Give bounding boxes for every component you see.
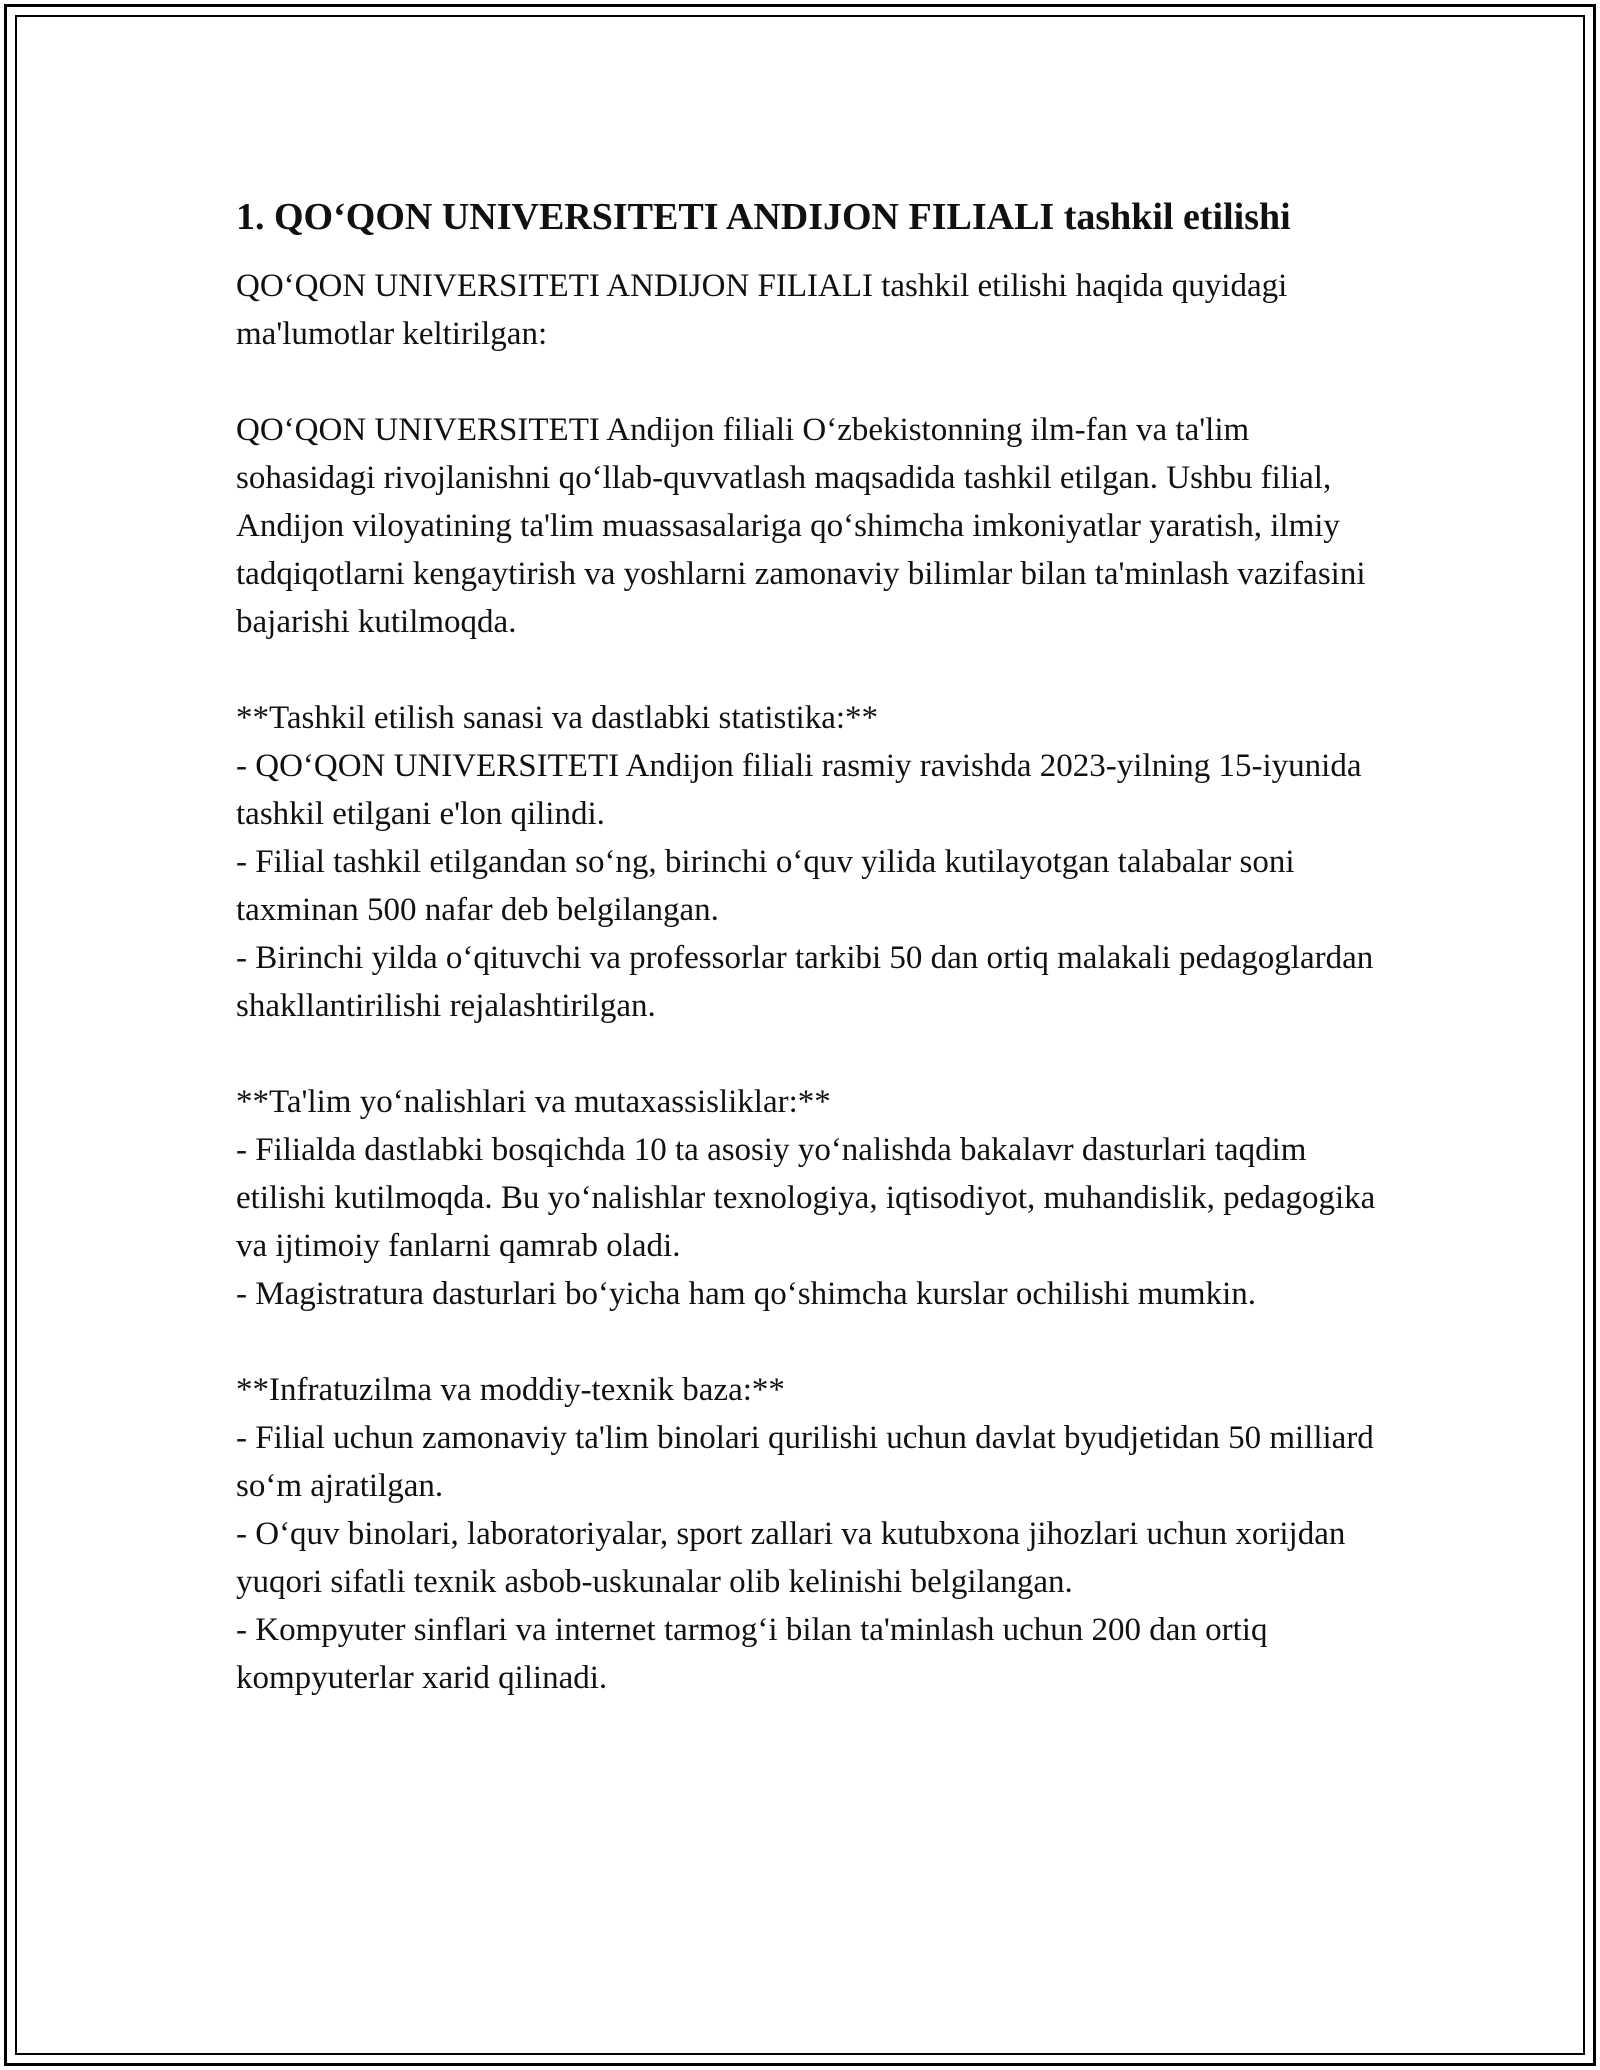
section-establishment bbox=[236, 694, 1376, 1030]
document-body bbox=[236, 262, 1376, 1702]
list-item: - Filial uchun zamonaviy ta'lim binolari qurilishi uchun davlat byudjetidan 50 milliard so‘m ajratilgan. bbox=[236, 1420, 1374, 1504]
overview-paragraph: QO‘QON UNIVERSITETI Andijon filiali O‘zbekistonning ilm-fan va ta'lim sohasidagi rivojlanishni qo‘llab-quvvatlash maqsadida tashkil etilgan. Ushbu filial, Andijon viloyatining ta'lim muassasalariga qo‘shimcha imkoniyatlar yaratish, ilmiy tadqiqotlarni kengaytirish va yoshlarni zamonaviy bilimlar bilan ta'minlash vazifasini bajarishi kutilmoqda. bbox=[236, 412, 1366, 640]
section-heading: **Ta'lim yo‘nalishlari va mutaxassisliklar:** bbox=[236, 1084, 831, 1120]
section-heading: **Tashkil etilish sanasi va dastlabki statistika:** bbox=[236, 700, 879, 736]
section-heading: **Infratuzilma va moddiy-texnik baza:** bbox=[236, 1372, 785, 1408]
list-item: - O‘quv binolari, laboratoriyalar, sport zallari va kutubxona jihozlari uchun xorijdan yuqori sifatli texnik asbob-uskunalar olib kelinishi belgilangan. bbox=[236, 1516, 1346, 1600]
list-item: - Filialda dastlabki bosqichda 10 ta asosiy yo‘nalishda bakalavr dasturlari taqdim etilishi kutilmoqda. Bu yo‘nalishlar texnologiya, iqtisodiyot, muhandislik, pedagogika va ijtimoiy fanlarni qamrab oladi. bbox=[236, 1132, 1376, 1264]
intro-paragraph: QO‘QON UNIVERSITETI ANDIJON FILIALI tashkil etilishi haqida quyidagi ma'lumotlar keltirilgan: bbox=[236, 268, 1288, 352]
section-infrastructure bbox=[236, 1366, 1376, 1702]
document-title: 1. QO‘QON UNIVERSITETI ANDIJON FILIALI tashkil etilishi bbox=[236, 196, 1291, 238]
list-item: - Filial tashkil etilgandan so‘ng, birinchi o‘quv yilida kutilayotgan talabalar soni taxminan 500 nafar deb belgilangan. bbox=[236, 844, 1295, 928]
list-item: - Magistratura dasturlari bo‘yicha ham qo‘shimcha kurslar ochilishi mumkin. bbox=[236, 1276, 1257, 1312]
list-item: - Birinchi yilda o‘qituvchi va professorlar tarkibi 50 dan ortiq malakali pedagoglardan shakllantirilishi rejalashtirilgan. bbox=[236, 940, 1374, 1024]
document-content bbox=[236, 190, 1376, 1702]
section-programs bbox=[236, 1078, 1376, 1318]
list-item: - Kompyuter sinflari va internet tarmog‘i bilan ta'minlash uchun 200 dan ortiq kompyuterlar xarid qilinadi. bbox=[236, 1612, 1268, 1696]
list-item: - QO‘QON UNIVERSITETI Andijon filiali rasmiy ravishda 2023-yilning 15-iyunida tashkil etilgani e'lon qilindi. bbox=[236, 748, 1362, 832]
